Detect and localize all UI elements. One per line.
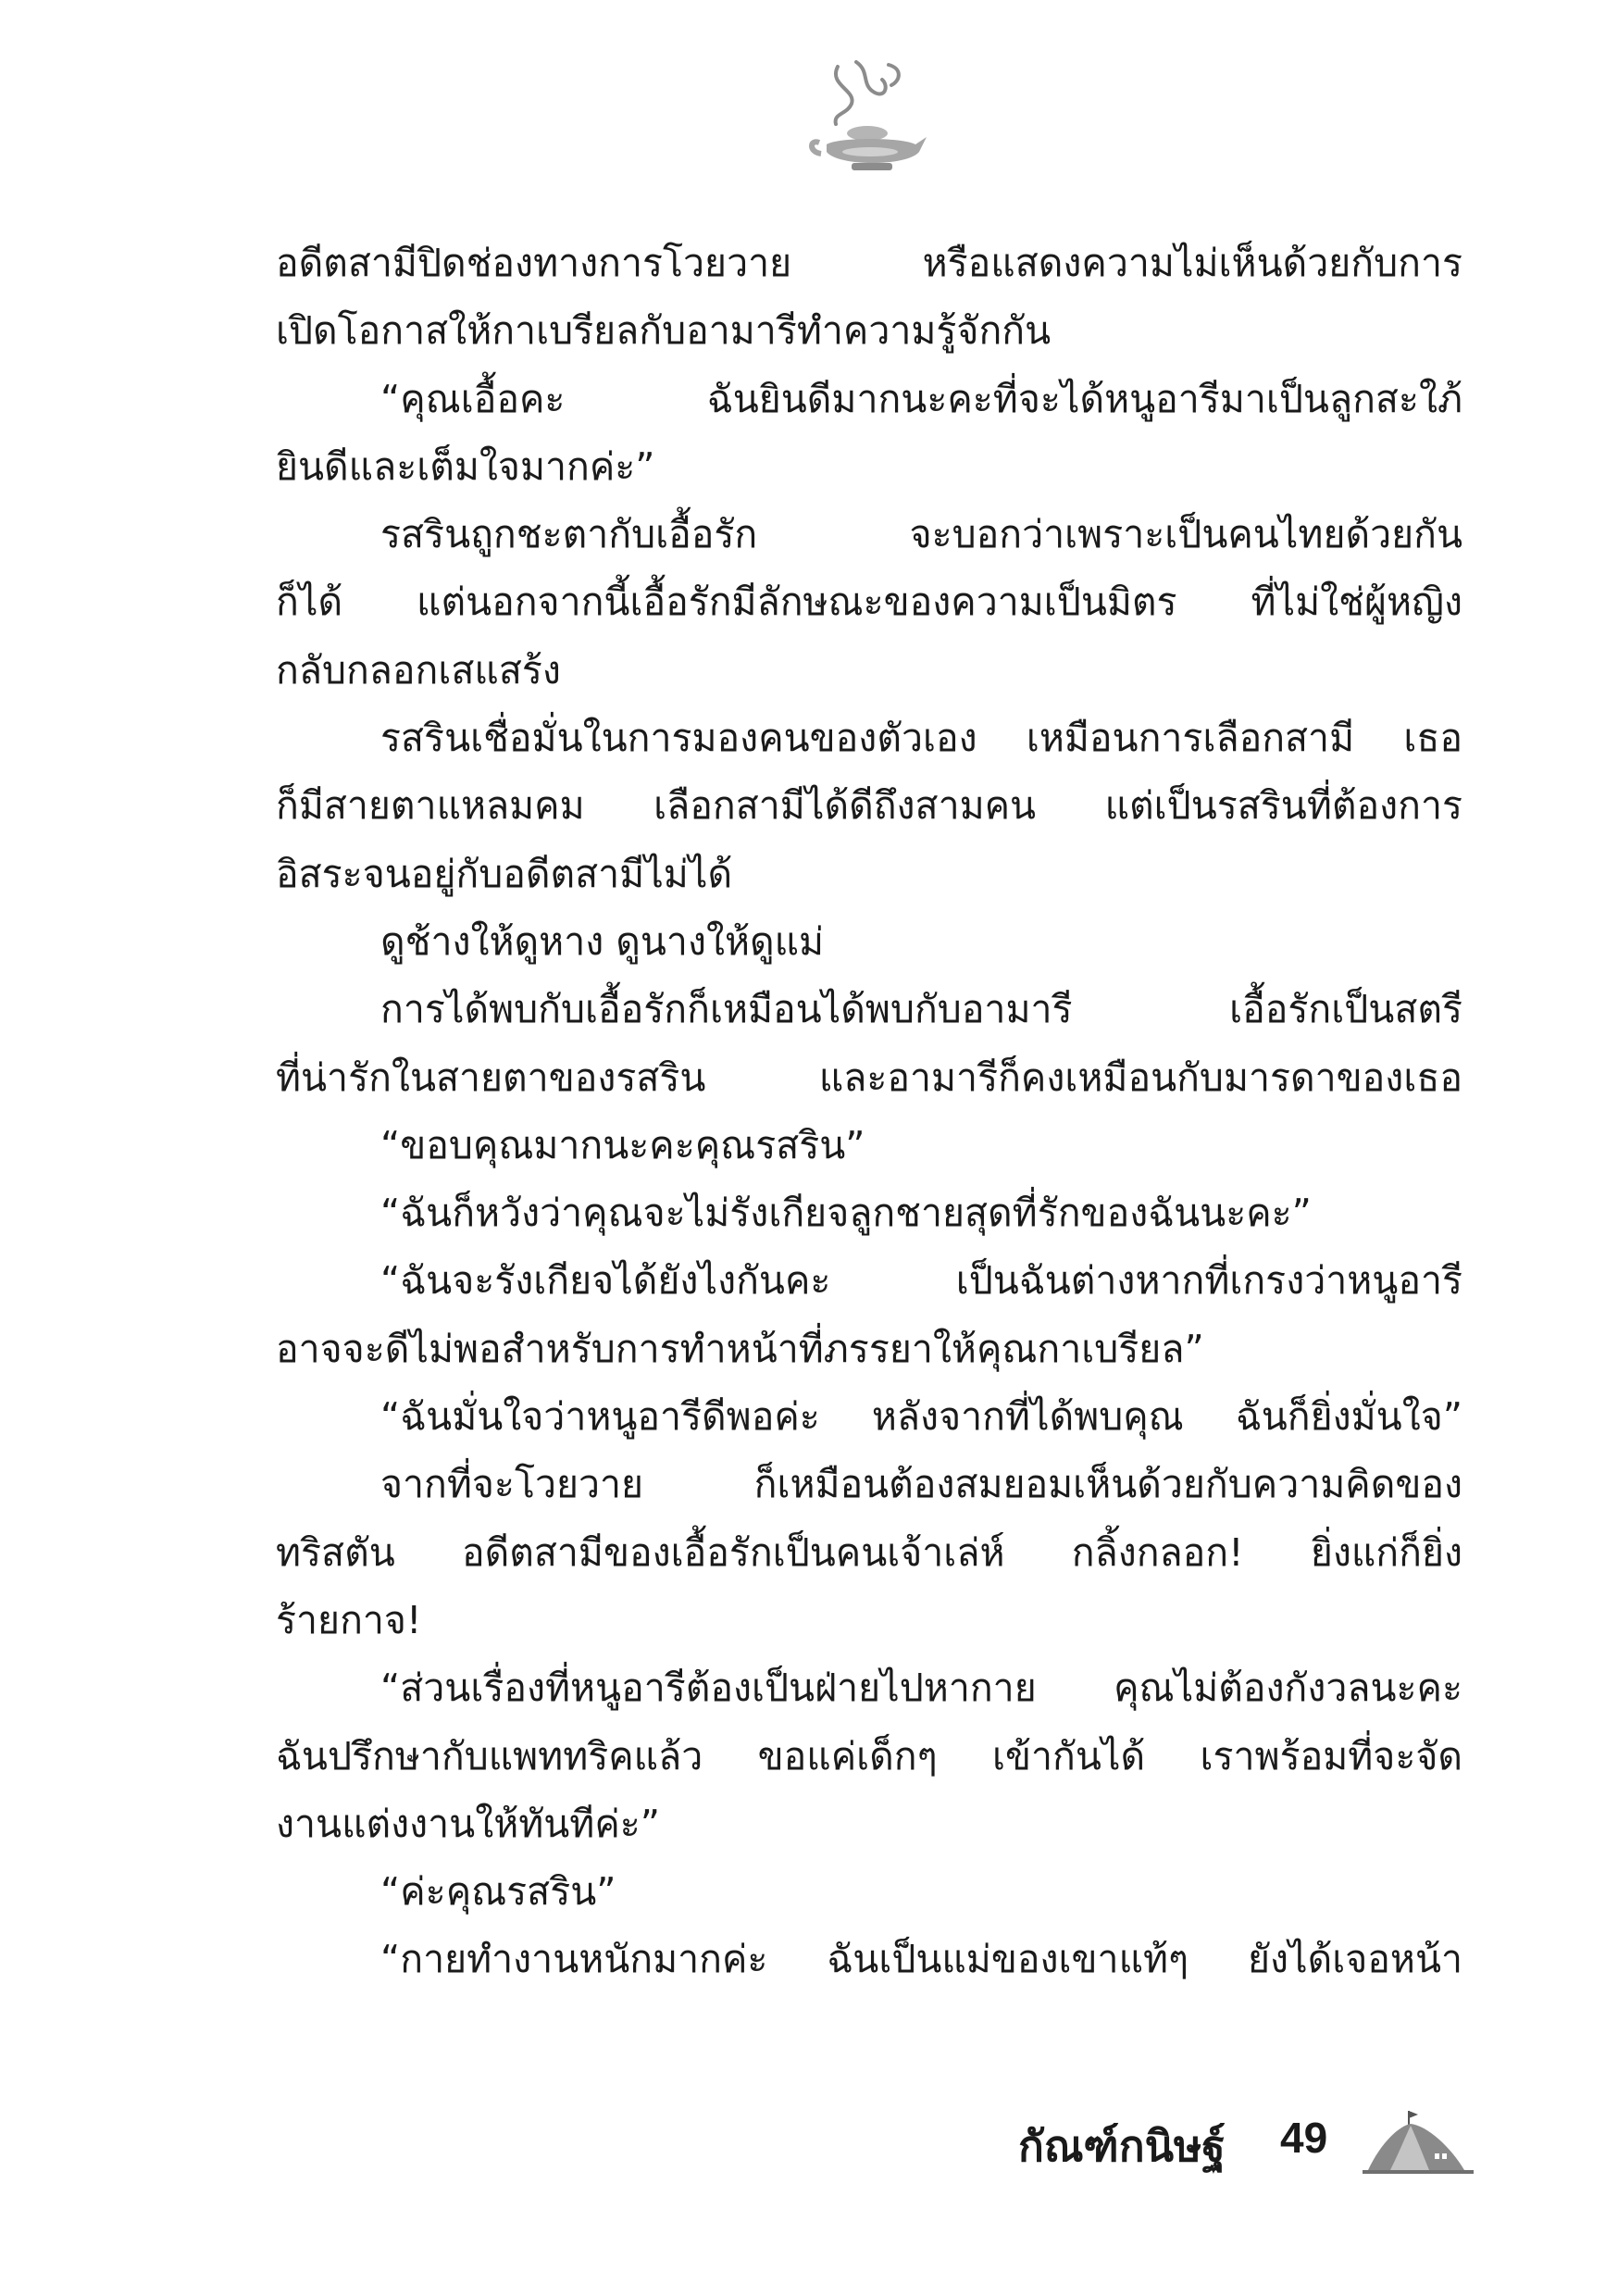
text-line: ฉันปรึกษากับแพททริคแล้ว ขอแค่เด็กๆ เข้ากันได้ เราพร้อมที่จะจัด: [276, 1733, 1462, 1778]
page-body: [276, 230, 1462, 1994]
text-line: เปิดโอกาสให้กาเบรียลกับอามารีทำความรู้จักกัน: [276, 308, 1052, 354]
text-line: จากที่จะโวยวาย ก็เหมือนต้องสมยอมเห็นด้วยกับความคิดของ: [380, 1462, 1462, 1507]
text-line: “กายทำงานหนักมากค่ะ ฉันเป็นแม่ของเขาแท้ๆ ยังได้เจอหน้า: [380, 1937, 1462, 1982]
text-line: งานแต่งงานให้ทันทีค่ะ”: [276, 1801, 661, 1846]
text-line: ทริสตัน อดีตสามีของเอื้อรักเป็นคนเจ้าเล่ห์ กลิ้งกลอก! ยิ่งแก่ก็ยิ่ง: [276, 1529, 1462, 1575]
text-line: “ส่วนเรื่องที่หนูอารีต้องเป็นฝ่ายไปหากาย คุณไม่ต้องกังวลนะคะ: [380, 1666, 1462, 1711]
text-line: “ฉันมั่นใจว่าหนูอารีดีพอค่ะ หลังจากที่ได้พบคุณ ฉันก็ยิ่งมั่นใจ”: [380, 1394, 1462, 1440]
text-line: ดูช้างให้ดูหาง ดูนางให้ดูแม่: [380, 918, 825, 964]
magic-lamp-icon: [801, 48, 940, 187]
text-line: การได้พบกับเอื้อรักก็เหมือนได้พบกับอามารี เอื้อรักเป็นสตรี: [380, 987, 1462, 1032]
text-line: “ค่ะคุณรสริน”: [380, 1869, 616, 1915]
text-line: รสรินเชื่อมั่นในการมองคนของตัวเอง เหมือนการเลือกสามี เธอ: [380, 716, 1462, 761]
text-line: “ฉันจะรังเกียจได้ยังไงกันคะ เป็นฉันต่างหากที่เกรงว่าหนูอารี: [380, 1258, 1462, 1304]
text-line: อาจจะดีไม่พอสำหรับการทำหน้าที่ภรรยาให้คุณกาเบรียล”: [276, 1326, 1204, 1371]
text-line: ร้ายกาจ!: [276, 1597, 422, 1642]
text-line: อิสระจนอยู่กับอดีตสามีไม่ได้: [276, 851, 733, 896]
text-line: อดีตสามีปิดช่องทางการโวยวาย หรือแสดงความไม่เห็นด้วยกับการ: [276, 241, 1462, 285]
tent-icon: [1363, 2105, 1474, 2179]
book-title: กัณฑ์กนิษฐ์: [1018, 2121, 1226, 2171]
text-line: ก็มีสายตาแหลมคม เลือกสามีได้ดีถึงสามคน แต่เป็นรสรินที่ต้องการ: [276, 783, 1462, 829]
text-line: ยินดีและเต็มใจมากค่ะ”: [276, 443, 655, 489]
page-number: 49: [1280, 2114, 1328, 2162]
text-line: รสรินถูกชะตากับเอื้อรัก จะบอกว่าเพราะเป็นคนไทยด้วยกัน: [380, 512, 1462, 557]
text-line: ที่น่ารักในสายตาของรสริน และอามารีก็คงเหมือนกับมารดาของเธอ: [276, 1054, 1462, 1100]
text-line: “ขอบคุณมากนะคะคุณรสริน”: [380, 1122, 865, 1167]
text-line: กลับกลอกเสแสร้ง: [276, 647, 561, 693]
page-footer: [1018, 2100, 1481, 2202]
text-line: ก็ได้ แต่นอกจากนี้เอื้อรักมีลักษณะของความเป็นมิตร ที่ไม่ใช่ผู้หญิง: [276, 580, 1462, 625]
text-line: “ฉันก็หวังว่าคุณจะไม่รังเกียจลูกชายสุดที่รักของฉันนะคะ”: [380, 1191, 1312, 1236]
text-line: “คุณเอื้อคะ ฉันยินดีมากนะคะที่จะได้หนูอารีมาเป็นลูกสะใภ้: [380, 376, 1462, 421]
